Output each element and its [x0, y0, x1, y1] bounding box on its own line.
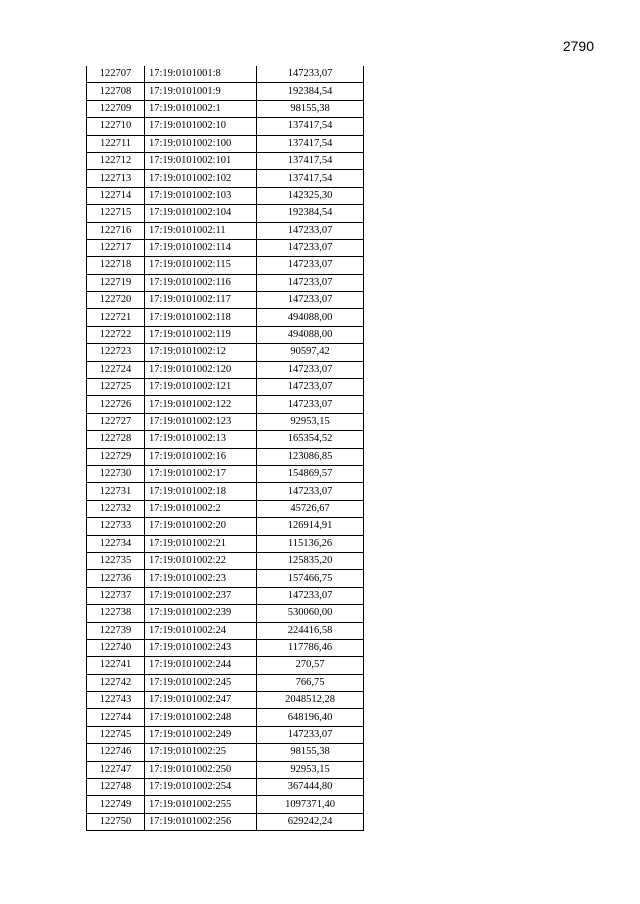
row-number-cell: 122748: [87, 779, 145, 796]
table-row: [87, 118, 364, 135]
cadastral-number-cell: 17:19:0101002:23: [145, 570, 257, 587]
cadastral-value-cell: 147233,07: [257, 66, 364, 83]
row-number-cell: 122731: [87, 483, 145, 500]
table-row: [87, 605, 364, 622]
table-row: [87, 779, 364, 796]
table-row: [87, 622, 364, 639]
cadastral-number-cell: 17:19:0101002:118: [145, 309, 257, 326]
cadastral-value-cell: 494088,00: [257, 309, 364, 326]
table-row: [87, 222, 364, 239]
table-row: [87, 552, 364, 569]
row-number-cell: 122715: [87, 205, 145, 222]
row-number-cell: 122728: [87, 431, 145, 448]
row-number-cell: 122741: [87, 657, 145, 674]
table-row: [87, 257, 364, 274]
table-row: [87, 379, 364, 396]
cadastral-value-cell: 92953,15: [257, 413, 364, 430]
row-number-cell: 122730: [87, 465, 145, 482]
cadastral-value-cell: 2048512,28: [257, 692, 364, 709]
cadastral-number-cell: 17:19:0101002:115: [145, 257, 257, 274]
row-number-cell: 122750: [87, 813, 145, 830]
cadastral-value-cell: 45726,67: [257, 500, 364, 517]
row-number-cell: 122712: [87, 152, 145, 169]
cadastral-number-cell: 17:19:0101002:116: [145, 274, 257, 291]
row-number-cell: 122726: [87, 396, 145, 413]
cadastral-number-cell: 17:19:0101002:237: [145, 587, 257, 604]
table-row: [87, 66, 364, 83]
cadastral-value-cell: 147233,07: [257, 361, 364, 378]
table-row: [87, 587, 364, 604]
cadastral-value-cell: 192384,54: [257, 83, 364, 100]
row-number-cell: 122737: [87, 587, 145, 604]
cadastral-value-cell: 147233,07: [257, 396, 364, 413]
table-row: [87, 83, 364, 100]
row-number-cell: 122717: [87, 239, 145, 256]
cadastral-value-cell: 154869,57: [257, 465, 364, 482]
cadastral-number-cell: 17:19:0101002:123: [145, 413, 257, 430]
table-row: [87, 361, 364, 378]
cadastral-number-cell: 17:19:0101002:18: [145, 483, 257, 500]
cadastral-value-cell: 147233,07: [257, 239, 364, 256]
row-number-cell: 122714: [87, 187, 145, 204]
cadastral-value-cell: 147233,07: [257, 274, 364, 291]
row-number-cell: 122716: [87, 222, 145, 239]
row-number-cell: 122721: [87, 309, 145, 326]
cadastral-number-cell: 17:19:0101002:249: [145, 726, 257, 743]
cadastral-value-cell: 165354,52: [257, 431, 364, 448]
table-row: [87, 431, 364, 448]
cadastral-value-cell: 147233,07: [257, 257, 364, 274]
cadastral-number-cell: 17:19:0101002:247: [145, 692, 257, 709]
cadastral-value-cell: 494088,00: [257, 326, 364, 343]
table-row: [87, 570, 364, 587]
table-row: [87, 326, 364, 343]
row-number-cell: 122742: [87, 674, 145, 691]
cadastral-value-cell: 137417,54: [257, 118, 364, 135]
row-number-cell: 122720: [87, 292, 145, 309]
table-row: [87, 170, 364, 187]
row-number-cell: 122745: [87, 726, 145, 743]
cadastral-value-cell: 92953,15: [257, 761, 364, 778]
cadastral-value-cell: 530060,00: [257, 605, 364, 622]
table-row: [87, 465, 364, 482]
cadastral-number-cell: 17:19:0101002:10: [145, 118, 257, 135]
row-number-cell: 122708: [87, 83, 145, 100]
cadastral-value-cell: 147233,07: [257, 379, 364, 396]
cadastral-value-cell: 147233,07: [257, 587, 364, 604]
cadastral-number-cell: 17:19:0101002:100: [145, 135, 257, 152]
cadastral-number-cell: 17:19:0101002:243: [145, 639, 257, 656]
row-number-cell: 122724: [87, 361, 145, 378]
table-row: [87, 292, 364, 309]
table-row: [87, 448, 364, 465]
row-number-cell: 122718: [87, 257, 145, 274]
cadastral-value-cell: 192384,54: [257, 205, 364, 222]
cadastral-value-cell: 123086,85: [257, 448, 364, 465]
cadastral-number-cell: 17:19:0101002:120: [145, 361, 257, 378]
cadastral-number-cell: 17:19:0101002:250: [145, 761, 257, 778]
row-number-cell: 122711: [87, 135, 145, 152]
table-row: [87, 135, 364, 152]
cadastral-value-cell: 117786,46: [257, 639, 364, 656]
table-row: [87, 483, 364, 500]
cadastral-value-cell: 147233,07: [257, 222, 364, 239]
table-row: [87, 187, 364, 204]
row-number-cell: 122725: [87, 379, 145, 396]
cadastral-number-cell: 17:19:0101002:1: [145, 100, 257, 117]
table-row: [87, 274, 364, 291]
cadastral-number-cell: 17:19:0101002:114: [145, 239, 257, 256]
cadastral-number-cell: 17:19:0101001:8: [145, 66, 257, 83]
row-number-cell: 122744: [87, 709, 145, 726]
cadastral-value-cell: 648196,40: [257, 709, 364, 726]
table-row: [87, 709, 364, 726]
table-row: [87, 413, 364, 430]
cadastral-number-cell: 17:19:0101002:256: [145, 813, 257, 830]
cadastral-value-cell: 147233,07: [257, 292, 364, 309]
cadastral-number-cell: 17:19:0101002:255: [145, 796, 257, 813]
cadastral-value-cell: 137417,54: [257, 135, 364, 152]
row-number-cell: 122732: [87, 500, 145, 517]
cadastral-value-cell: 224416,58: [257, 622, 364, 639]
cadastral-value-cell: 367444,80: [257, 779, 364, 796]
row-number-cell: 122729: [87, 448, 145, 465]
cadastral-number-cell: 17:19:0101002:21: [145, 535, 257, 552]
table-row: [87, 205, 364, 222]
row-number-cell: 122710: [87, 118, 145, 135]
cadastral-value-cell: 98155,38: [257, 744, 364, 761]
cadastral-number-cell: 17:19:0101002:119: [145, 326, 257, 343]
table-row: [87, 100, 364, 117]
cadastral-number-cell: 17:19:0101002:122: [145, 396, 257, 413]
cadastral-number-cell: 17:19:0101002:245: [145, 674, 257, 691]
row-number-cell: 122719: [87, 274, 145, 291]
cadastral-value-cell: 126914,91: [257, 518, 364, 535]
cadastral-value-cell: 90597,42: [257, 344, 364, 361]
cadastral-number-cell: 17:19:0101002:13: [145, 431, 257, 448]
row-number-cell: 122734: [87, 535, 145, 552]
cadastral-value-cell: 629242,24: [257, 813, 364, 830]
cadastral-number-cell: 17:19:0101002:254: [145, 779, 257, 796]
cadastral-number-cell: 17:19:0101002:17: [145, 465, 257, 482]
cadastral-value-table: [86, 66, 364, 831]
row-number-cell: 122740: [87, 639, 145, 656]
table-row: [87, 674, 364, 691]
table-row: [87, 344, 364, 361]
table-row: [87, 639, 364, 656]
cadastral-value-cell: 115136,26: [257, 535, 364, 552]
table-row: [87, 692, 364, 709]
cadastral-value-cell: 147233,07: [257, 726, 364, 743]
row-number-cell: 122707: [87, 66, 145, 83]
table-row: [87, 152, 364, 169]
row-number-cell: 122713: [87, 170, 145, 187]
cadastral-number-cell: 17:19:0101002:16: [145, 448, 257, 465]
row-number-cell: 122749: [87, 796, 145, 813]
table-row: [87, 500, 364, 517]
cadastral-value-cell: 157466,75: [257, 570, 364, 587]
row-number-cell: 122746: [87, 744, 145, 761]
table-row: [87, 535, 364, 552]
cadastral-number-cell: 17:19:0101002:20: [145, 518, 257, 535]
table-row: [87, 813, 364, 830]
row-number-cell: 122747: [87, 761, 145, 778]
cadastral-value-cell: 98155,38: [257, 100, 364, 117]
cadastral-number-cell: 17:19:0101002:11: [145, 222, 257, 239]
cadastral-value-cell: 137417,54: [257, 152, 364, 169]
table-row: [87, 744, 364, 761]
table-body: [87, 66, 364, 831]
row-number-cell: 122735: [87, 552, 145, 569]
row-number-cell: 122727: [87, 413, 145, 430]
table-row: [87, 726, 364, 743]
cadastral-value-cell: 1097371,40: [257, 796, 364, 813]
cadastral-number-cell: 17:19:0101002:117: [145, 292, 257, 309]
row-number-cell: 122736: [87, 570, 145, 587]
row-number-cell: 122738: [87, 605, 145, 622]
row-number-cell: 122723: [87, 344, 145, 361]
cadastral-number-cell: 17:19:0101002:12: [145, 344, 257, 361]
cadastral-number-cell: 17:19:0101002:239: [145, 605, 257, 622]
table-row: [87, 761, 364, 778]
cadastral-number-cell: 17:19:0101002:102: [145, 170, 257, 187]
table-row: [87, 518, 364, 535]
row-number-cell: 122722: [87, 326, 145, 343]
row-number-cell: 122709: [87, 100, 145, 117]
cadastral-number-cell: 17:19:0101002:103: [145, 187, 257, 204]
cadastral-number-cell: 17:19:0101002:25: [145, 744, 257, 761]
cadastral-number-cell: 17:19:0101002:104: [145, 205, 257, 222]
cadastral-value-cell: 766,75: [257, 674, 364, 691]
cadastral-value-cell: 147233,07: [257, 483, 364, 500]
table-row: [87, 309, 364, 326]
table-row: [87, 396, 364, 413]
row-number-cell: 122743: [87, 692, 145, 709]
page-number: 2790: [562, 38, 594, 54]
table-row: [87, 239, 364, 256]
cadastral-value-cell: 125835,20: [257, 552, 364, 569]
row-number-cell: 122739: [87, 622, 145, 639]
cadastral-number-cell: 17:19:0101002:101: [145, 152, 257, 169]
table-row: [87, 657, 364, 674]
cadastral-number-cell: 17:19:0101001:9: [145, 83, 257, 100]
cadastral-number-cell: 17:19:0101002:24: [145, 622, 257, 639]
cadastral-value-cell: 137417,54: [257, 170, 364, 187]
cadastral-number-cell: 17:19:0101002:2: [145, 500, 257, 517]
table-row: [87, 796, 364, 813]
cadastral-value-cell: 270,57: [257, 657, 364, 674]
cadastral-number-cell: 17:19:0101002:244: [145, 657, 257, 674]
cadastral-value-cell: 142325,30: [257, 187, 364, 204]
cadastral-number-cell: 17:19:0101002:248: [145, 709, 257, 726]
cadastral-number-cell: 17:19:0101002:22: [145, 552, 257, 569]
cadastral-number-cell: 17:19:0101002:121: [145, 379, 257, 396]
row-number-cell: 122733: [87, 518, 145, 535]
